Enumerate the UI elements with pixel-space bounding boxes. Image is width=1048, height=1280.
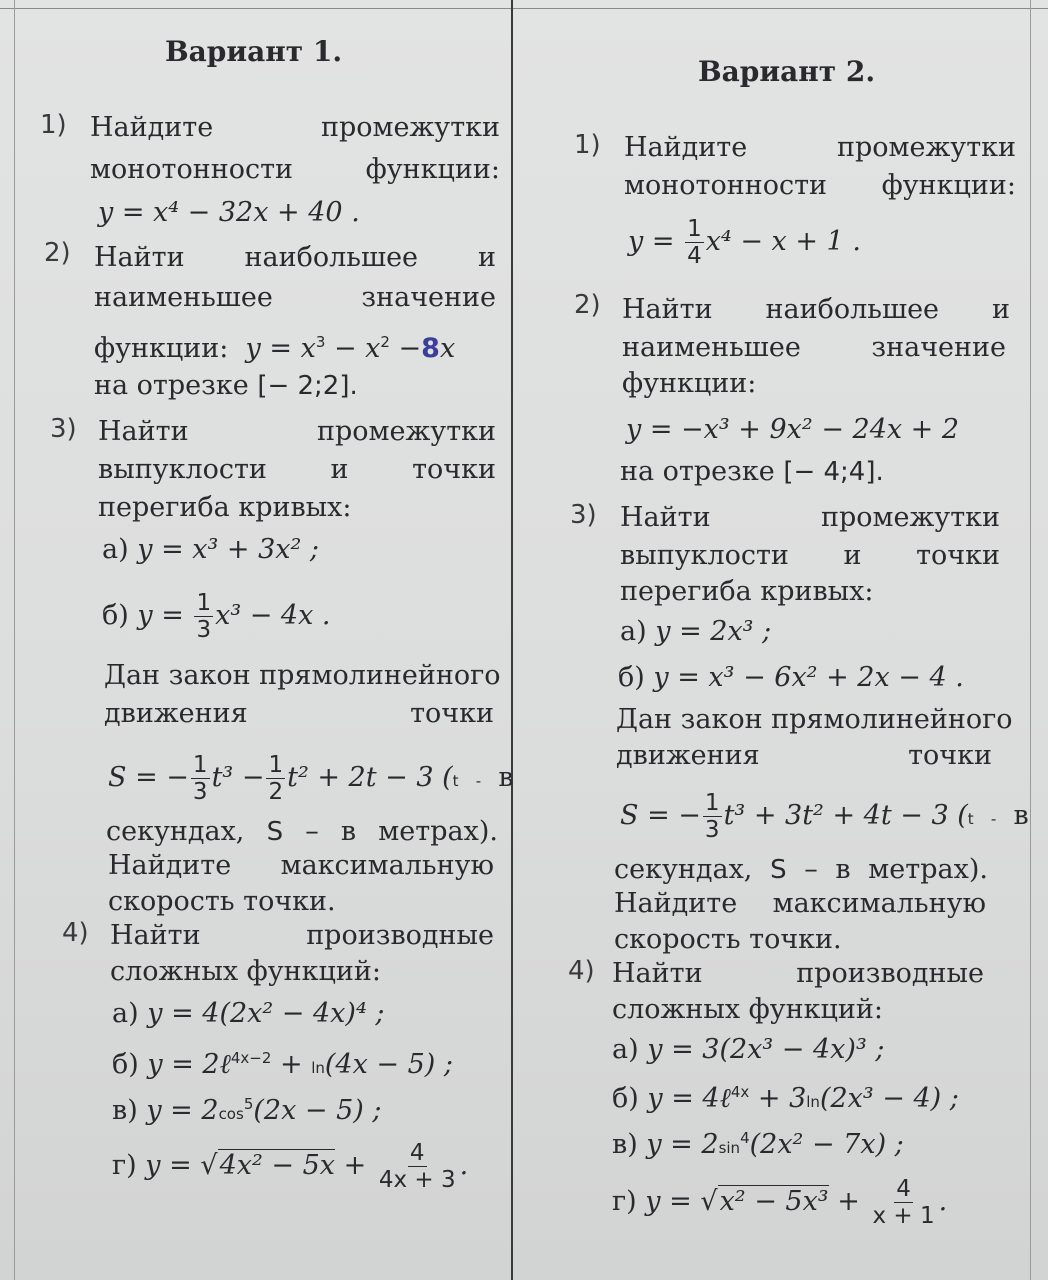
word: функции: bbox=[365, 154, 500, 185]
handwritten-correction: 8 bbox=[421, 333, 440, 364]
task-1-formula: y = x⁴ − 32x + 40 . bbox=[98, 197, 360, 228]
task-2-number: 2) bbox=[574, 290, 601, 320]
fraction: $\frac{4}{x + 1}$ bbox=[872, 1176, 935, 1229]
fraction: $\frac{4}{4x + 3}$ bbox=[378, 1140, 456, 1193]
task-2-line-2: наименьшее значение bbox=[622, 332, 1006, 363]
word: промежутки bbox=[316, 416, 496, 447]
task-1-number: 1) bbox=[574, 130, 601, 160]
word: и bbox=[330, 454, 349, 485]
variant-1-title: Вариант 1. bbox=[165, 35, 343, 68]
task-4-item-g: г) y = √4x² − 5x + $\frac{4}{4x + 3}$ . bbox=[112, 1140, 469, 1193]
task-2-line-4: на отрезке [− 4;4]. bbox=[620, 456, 884, 487]
task-4-item-b: б) y = 2ℓ$^{4x-2}$ + ln(4x − 5) ; bbox=[112, 1049, 454, 1080]
task-4-item-v: в) $y = 2\cos^5(2x - 5)$ ; bbox=[112, 1095, 382, 1126]
motion-line-2: движения точки bbox=[104, 698, 494, 729]
task-2-line-1: Найти наибольшее и bbox=[622, 294, 1010, 325]
task-2-line-3: функции: bbox=[622, 368, 757, 399]
page-border-right bbox=[1030, 0, 1031, 1280]
task-2-segment: [− 2;2]. bbox=[257, 371, 358, 401]
task-4-item-a: а) y = 4(2x² − 4x)⁴ ; bbox=[112, 998, 385, 1029]
page-border-left bbox=[14, 0, 15, 1280]
motion-formula: S = − $\frac{1}{3}$ t³ + 3t² + 4t − 3 (t - в bbox=[620, 790, 1029, 843]
task-3-line-3: перегиба кривых: bbox=[620, 576, 874, 607]
task-3-item-b: б) y = x³ − 6x² + 2x − 4 . bbox=[618, 662, 964, 693]
task-2-line-2 bbox=[94, 282, 496, 314]
task-1-number: 1) bbox=[40, 110, 67, 140]
task-3-item-a: а) y = 2x³ ; bbox=[620, 616, 772, 647]
task-3-item-b: б) y = $\frac{1}{3}$ x³ − 4x . bbox=[102, 590, 331, 643]
task-1-line-1: Найдите промежутки bbox=[624, 132, 1016, 163]
task-4-number: 4) bbox=[568, 956, 595, 986]
word: Найти bbox=[94, 242, 185, 273]
task-4-item-g: г) y = √x² − 5x³ + $\frac{4}{x + 1}$ . bbox=[612, 1176, 948, 1229]
sqrt-radicand: x² − 5x³ bbox=[719, 1186, 829, 1217]
task-2-formula: $y = x^3 - x^2 -8x$ bbox=[245, 333, 456, 364]
motion-line-4: Найдите максимальную bbox=[614, 888, 986, 919]
task-2-line-1 bbox=[94, 242, 496, 274]
task-4-line-2: сложных функций: bbox=[110, 956, 382, 987]
task-3-line-1 bbox=[98, 416, 496, 448]
task-3-number: 3) bbox=[50, 414, 77, 444]
fraction: $\frac{1}{3}$ bbox=[704, 790, 720, 843]
sqrt-radicand: 4x² − 5x bbox=[219, 1150, 335, 1181]
word: Найдите bbox=[90, 112, 214, 143]
word: и bbox=[478, 242, 496, 273]
task-1-line-1 bbox=[90, 112, 500, 144]
task-3-item-a: а) y = x³ + 3x² ; bbox=[102, 534, 320, 565]
task-4-item-a: а) y = 3(2x³ − 4x)³ ; bbox=[612, 1034, 885, 1065]
motion-line-5: скорость точки. bbox=[108, 886, 336, 917]
task-1-formula: y = $\frac{1}{4}$ x⁴ − x + 1 . bbox=[628, 216, 861, 269]
motion-line-3: секундах, S – в метрах). bbox=[106, 816, 498, 847]
fraction: $\frac{1}{4}$ bbox=[687, 216, 702, 269]
word: наименьшее bbox=[94, 282, 273, 313]
variant-2-title: Вариант 2. bbox=[698, 55, 876, 88]
task-1-line-2 bbox=[90, 154, 500, 186]
task-3-line-2: выпуклости и точки bbox=[620, 540, 1000, 571]
task-2-line-3 bbox=[94, 326, 455, 365]
task-4-line-2: сложных функций: bbox=[612, 994, 884, 1025]
motion-line-4: Найдите максимальную bbox=[108, 850, 494, 881]
motion-line-1: Дан закон прямолинейного bbox=[616, 704, 1013, 735]
word: значение bbox=[361, 282, 496, 313]
motion-formula: S = − $\frac{1}{3}$ t³ − $\frac{1}{2}$ t² + 2t − 3 (t - в bbox=[108, 752, 514, 805]
column-divider bbox=[511, 0, 513, 1280]
task-4-number: 4) bbox=[62, 918, 89, 948]
task-4-line-1: Найти производные bbox=[110, 920, 494, 951]
motion-line-5: скорость точки. bbox=[614, 924, 842, 955]
task-3-line-2 bbox=[98, 454, 496, 486]
page-border-top bbox=[0, 8, 1048, 9]
motion-line-1: Дан закон прямолинейного bbox=[104, 660, 501, 691]
fraction: $\frac{1}{2}$ bbox=[268, 752, 284, 805]
word: монотонности bbox=[90, 154, 294, 185]
task-1-line-2: монотонности функции: bbox=[624, 170, 1016, 201]
task-4-item-v: в) $y = 2\sin^4(2x^2 - 7x)$ ; bbox=[612, 1129, 904, 1160]
word: выпуклости bbox=[98, 454, 267, 485]
task-2-number: 2) bbox=[44, 238, 71, 268]
word: промежутки bbox=[320, 112, 500, 143]
task-2-formula: y = −x³ + 9x² − 24x + 2 bbox=[626, 414, 960, 445]
fraction: $\frac{1}{3}$ bbox=[196, 590, 212, 643]
task-4-line-1: Найти производные bbox=[612, 958, 984, 989]
motion-line-2: движения точки bbox=[616, 740, 992, 771]
word: Найти bbox=[98, 416, 189, 447]
word: наибольшее bbox=[244, 242, 419, 273]
word: точки bbox=[412, 454, 496, 485]
motion-line-3: секундах, S – в метрах). bbox=[614, 854, 988, 885]
task-3-line-1: Найти промежутки bbox=[620, 502, 1000, 533]
task-2-line-4: на отрезке [− 2;2]. bbox=[94, 370, 358, 401]
fraction: $\frac{1}{3}$ bbox=[192, 752, 208, 805]
task-3-number: 3) bbox=[570, 500, 597, 530]
task-2-segment: [− 4;4]. bbox=[783, 457, 884, 487]
task-3-line-3: перегиба кривых: bbox=[98, 492, 352, 523]
word: функции: bbox=[94, 333, 229, 364]
task-4-item-b: б) y = 4ℓ$^{4x}$ + 3ln(2x³ − 4) ; bbox=[612, 1083, 959, 1114]
